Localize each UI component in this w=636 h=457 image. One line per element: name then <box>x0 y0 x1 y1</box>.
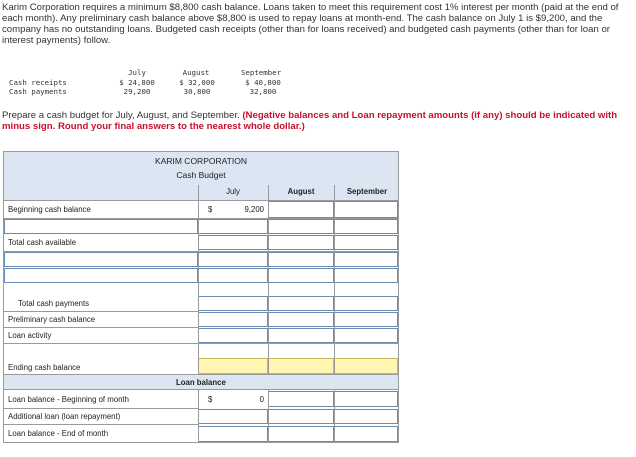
loan-beginning-july: 0 <box>259 395 264 404</box>
loan-activity-september-input[interactable] <box>334 328 398 343</box>
ending-cash-july-input[interactable] <box>198 358 268 374</box>
september-amount-input[interactable] <box>334 252 398 267</box>
given-row-label: Cash payments <box>9 87 67 96</box>
total-payments-september-input[interactable] <box>334 296 398 311</box>
july-amount-input[interactable] <box>198 252 268 267</box>
loan-ending-september-input[interactable] <box>334 426 398 442</box>
problem-text: Karim Corporation requires a minimum $8,800 cash balance. Loans taken to meet this requirement cost 1% interest per month (paid at the end of each month). Any preliminary cash balance above $8,800 is used to repay loans at month-end. The cash balance on July 1 is $9,200, and the company has no outstanding loans. Budgeted cash receipts (other than for loans received) and budgeted cash payments (other than for loan or interest payments) follow. <box>2 2 619 46</box>
row-ending-cash: Ending cash balance <box>8 363 81 372</box>
additional-loan-july-input[interactable] <box>198 409 268 424</box>
cash-item-label-input[interactable] <box>4 219 198 234</box>
september-amount-input[interactable] <box>334 219 398 234</box>
row-total-payments: Total cash payments <box>18 299 90 308</box>
september-amount-input[interactable] <box>334 268 398 283</box>
loan-activity-august-input[interactable] <box>268 328 334 343</box>
row-beginning-cash: Beginning cash balance <box>8 205 91 214</box>
currency-symbol: $ <box>208 205 213 214</box>
loan-ending-july-input[interactable] <box>198 426 268 442</box>
loan-activity-july-input[interactable] <box>198 328 268 343</box>
august-amount-input[interactable] <box>268 268 334 283</box>
preliminary-september-input[interactable] <box>334 312 398 327</box>
col-august: August <box>287 187 315 196</box>
given-cell: $ 24,800 <box>119 78 155 87</box>
company-name: KARIM CORPORATION <box>155 156 247 166</box>
worksheet-header <box>4 152 398 185</box>
payment-item-label-input[interactable] <box>4 268 198 283</box>
instructions <box>2 110 622 132</box>
given-row-label: Cash receipts <box>9 78 67 87</box>
total-payments-july-input[interactable] <box>198 296 268 311</box>
july-amount-input[interactable] <box>198 268 268 283</box>
col-september: September <box>346 187 388 196</box>
budget-title: Cash Budget <box>176 170 226 180</box>
row-loan-beginning: Loan balance - Beginning of month <box>8 395 129 404</box>
loan-beginning-august-input[interactable] <box>268 391 334 407</box>
loan-beginning-september-input[interactable] <box>334 391 398 407</box>
ending-cash-september-input[interactable] <box>334 358 398 374</box>
given-cell: 30,800 <box>183 87 211 96</box>
august-amount-input[interactable] <box>268 219 334 234</box>
instruction-emphasis: (Negative balances and Loan repayment amounts (if any) should be indicated with minus sign. Round your final answers to the nearest whole dollar.) <box>2 110 618 132</box>
currency-symbol: $ <box>208 395 213 404</box>
beginning-cash-september-input[interactable] <box>334 201 398 218</box>
loan-section-title: Loan balance <box>176 378 226 387</box>
given-cell: 29,200 <box>123 87 151 96</box>
additional-loan-september-input[interactable] <box>334 409 398 424</box>
preliminary-july-input[interactable] <box>198 312 268 327</box>
loan-ending-august-input[interactable] <box>268 426 334 442</box>
ending-cash-august-input[interactable] <box>268 358 334 374</box>
row-loan-activity: Loan activity <box>8 331 52 340</box>
given-cell: $ 40,800 <box>245 78 281 87</box>
row-additional-loan: Additional loan (loan repayment) <box>8 412 121 421</box>
given-cell: $ 32,000 <box>179 78 215 87</box>
additional-loan-august-input[interactable] <box>268 409 334 424</box>
row-total-available: Total cash available <box>8 238 77 247</box>
total-payments-august-input[interactable] <box>268 296 334 311</box>
july-amount-input[interactable] <box>198 219 268 234</box>
beginning-cash-july: 9,200 <box>244 205 264 214</box>
given-col-july: July <box>128 68 146 77</box>
preliminary-august-input[interactable] <box>268 312 334 327</box>
beginning-cash-august-input[interactable] <box>268 201 334 218</box>
cash-budget-worksheet <box>3 151 399 443</box>
row-preliminary-balance: Preliminary cash balance <box>8 315 96 324</box>
given-col-august: August <box>182 68 210 77</box>
total-available-september-input[interactable] <box>334 235 398 250</box>
total-available-august-input[interactable] <box>268 235 334 250</box>
payment-item-label-input[interactable] <box>4 252 198 267</box>
august-amount-input[interactable] <box>268 252 334 267</box>
col-july: July <box>226 187 240 196</box>
given-cell: 32,800 <box>249 87 277 96</box>
given-col-september: September <box>240 68 282 77</box>
instruction-text: Prepare a cash budget for July, August, and September. <box>2 110 240 121</box>
total-available-july-input[interactable] <box>198 235 268 250</box>
row-loan-ending: Loan balance - End of month <box>8 429 109 438</box>
